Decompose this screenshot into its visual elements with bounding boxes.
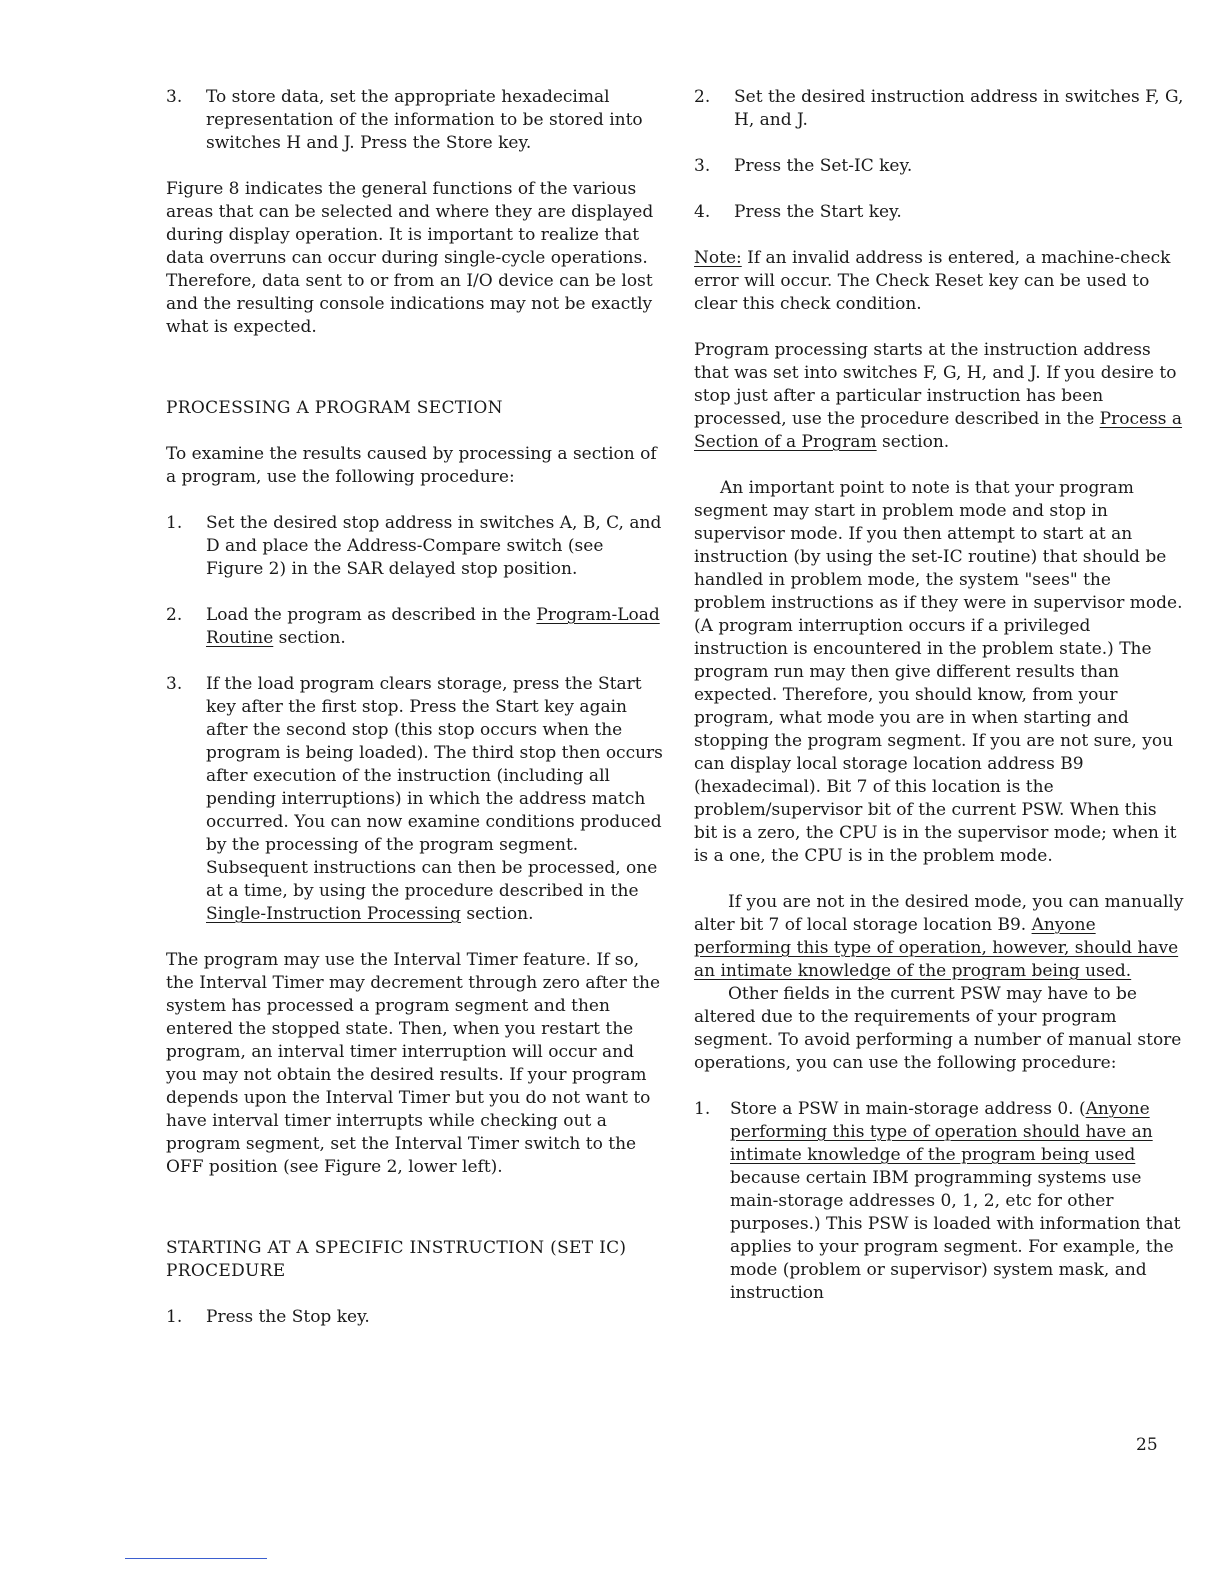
section-heading-set-ic: STARTING AT A SPECIFIC INSTRUCTION (SET IC) PROCEDURE xyxy=(166,1238,627,1281)
set-ic-step-3 xyxy=(694,155,1184,178)
interval-timer-paragraph: The program may use the Interval Timer feature. If so, the Interval Timer may decrement through zero after the system has processed a program segment and then entered the stopped state. Then, when you restart the program, an interval timer interruption will occur and you may not obtain the desired results. If your program depends upon the Interval Timer but you do not want to have interval timer interrupts while checking out a program segment, set the Interval Timer switch to the OFF position (see Figure 2, lower left). xyxy=(166,950,661,1177)
step-number: 4. xyxy=(694,202,711,222)
processing-text-pre: Program processing starts at the instruction address that was set into switches F, G, H, and J. If you desire to stop just after a particular instruction has been processed, use the procedure described in the xyxy=(694,340,1177,429)
page-number: 25 xyxy=(1136,1435,1158,1455)
desired-mode-paragraph xyxy=(694,891,1184,983)
step-number: 1. xyxy=(166,513,183,533)
step-text-post: section. xyxy=(273,628,346,648)
step-text: Set the desired stop address in switches A, B, C, and D and place the Address-Compare switch (see Figure 2) in the SAR delayed stop position. xyxy=(206,513,662,579)
set-ic-step-2 xyxy=(694,86,1184,132)
step-number: 3. xyxy=(166,87,183,107)
footer-rule xyxy=(125,1558,267,1559)
step-number: 1. xyxy=(166,1307,183,1327)
left-column xyxy=(166,86,666,1329)
program-load-routine-link[interactable]: Program-Load Routine xyxy=(206,605,660,648)
single-instruction-processing-link[interactable]: Single-Instruction Processing xyxy=(206,904,461,924)
psw-step-1 xyxy=(694,1098,1184,1305)
store-step xyxy=(166,86,666,155)
warning-underlined-text: Anyone performing this type of operation should have an intimate knowledge of the program being used xyxy=(730,1099,1153,1165)
section-heading-processing: PROCESSING A PROGRAM SECTION xyxy=(166,398,503,418)
processing-intro: To examine the results caused by processing a section of a program, use the following procedure: xyxy=(166,444,657,487)
step-text: To store data, set the appropriate hexadecimal representation of the information to be stored into switches H and J. Press the Store key. xyxy=(206,87,643,153)
procedure-step-3 xyxy=(166,673,666,926)
set-ic-step-1 xyxy=(166,1306,666,1329)
warning-underlined-text: Anyone performing this type of operation, however, should have an intimate knowledge of the program being used. xyxy=(694,915,1179,981)
step-text xyxy=(730,1098,1184,1305)
step-text-pre: Load the program as described in the xyxy=(206,605,537,625)
process-section-link[interactable]: Process a Section of a Program xyxy=(694,409,1183,452)
step-text: Set the desired instruction address in switches F, G, H, and J. xyxy=(734,87,1184,130)
step-text-pre: If the load program clears storage, press the Start key after the first stop. Press the Start key again after the second stop (this stop occurs when the program is being loaded). The third stop then occurs after execution of the instruction (including all pending interruptions) in which the address match occurred. You can now examine conditions produced by the processing of the program segment. Subsequent instructions can then be processed, one at a time, by using the procedure described in the xyxy=(206,674,663,901)
processing-text-post: section. xyxy=(876,432,950,452)
program-processing-paragraph xyxy=(694,339,1184,454)
note-label: Note: xyxy=(694,248,742,268)
note-paragraph xyxy=(694,247,1184,316)
step-text: Press the Stop key. xyxy=(206,1307,370,1327)
step-text-post: section. xyxy=(460,904,534,924)
right-column xyxy=(694,86,1184,1305)
set-ic-step-4 xyxy=(694,201,1184,224)
desired-mode-text: If you are not in the desired mode, you can manually alter bit 7 of local storage location B9. xyxy=(694,892,1184,935)
step-number: 1. xyxy=(694,1099,711,1119)
important-point-paragraph: An important point to note is that your program segment may start in problem mode and stop in supervisor mode. If you then attempt to start at an instruction (by using the set-IC routine) that should be handled in problem mode, the system "sees" the problem instructions as if they were in supervisor mode. (A program interruption occurs if a privileged instruction is encountered in the problem state.) The program run may then give different results than expected. Therefore, you should know, from your program, what mode you are in when starting and stopping the program segment. If you are not sure, you can display local storage location address B9 (hexadecimal). Bit 7 of this location is the problem/supervisor bit of the current PSW. When this bit is a zero, the CPU is in the supervisor mode; when it is a one, the CPU is in the problem mode. xyxy=(694,478,1183,866)
step-text: Press the Start key. xyxy=(734,202,902,222)
step-number: 2. xyxy=(694,87,711,107)
step-text: Press the Set-IC key. xyxy=(734,156,913,176)
procedure-step-1 xyxy=(166,512,666,581)
step-number: 3. xyxy=(166,674,183,694)
step-text-post: because certain IBM programming systems use main-storage addresses 0, 1, 2, etc for other purposes.) This PSW is loaded with information that applies to your program segment. For example, the mode (problem or supervisor) system mask, and instruction xyxy=(730,1168,1181,1303)
note-text: If an invalid address is entered, a machine-check error will occur. The Check Reset key can be used to clear this check condition. xyxy=(694,248,1171,314)
procedure-step-2 xyxy=(166,604,666,650)
figure8-paragraph: Figure 8 indicates the general functions of the various areas that can be selected and where they are displayed during display operation. It is important to realize that data overruns can occur during single-cycle operations. Therefore, data sent to or from an I/O device can be lost and the resulting console indications may not be exactly what is expected. xyxy=(166,179,654,337)
step-text xyxy=(206,673,666,926)
step-text-pre: Store a PSW in main-storage address 0. ( xyxy=(730,1099,1086,1119)
step-number: 2. xyxy=(166,605,183,625)
other-fields-paragraph: Other fields in the current PSW may have to be altered due to the requirements of your program segment. To avoid performing a number of manual store operations, you can use the following procedure: xyxy=(694,984,1182,1073)
step-number: 3. xyxy=(694,156,711,176)
step-text xyxy=(206,604,666,650)
